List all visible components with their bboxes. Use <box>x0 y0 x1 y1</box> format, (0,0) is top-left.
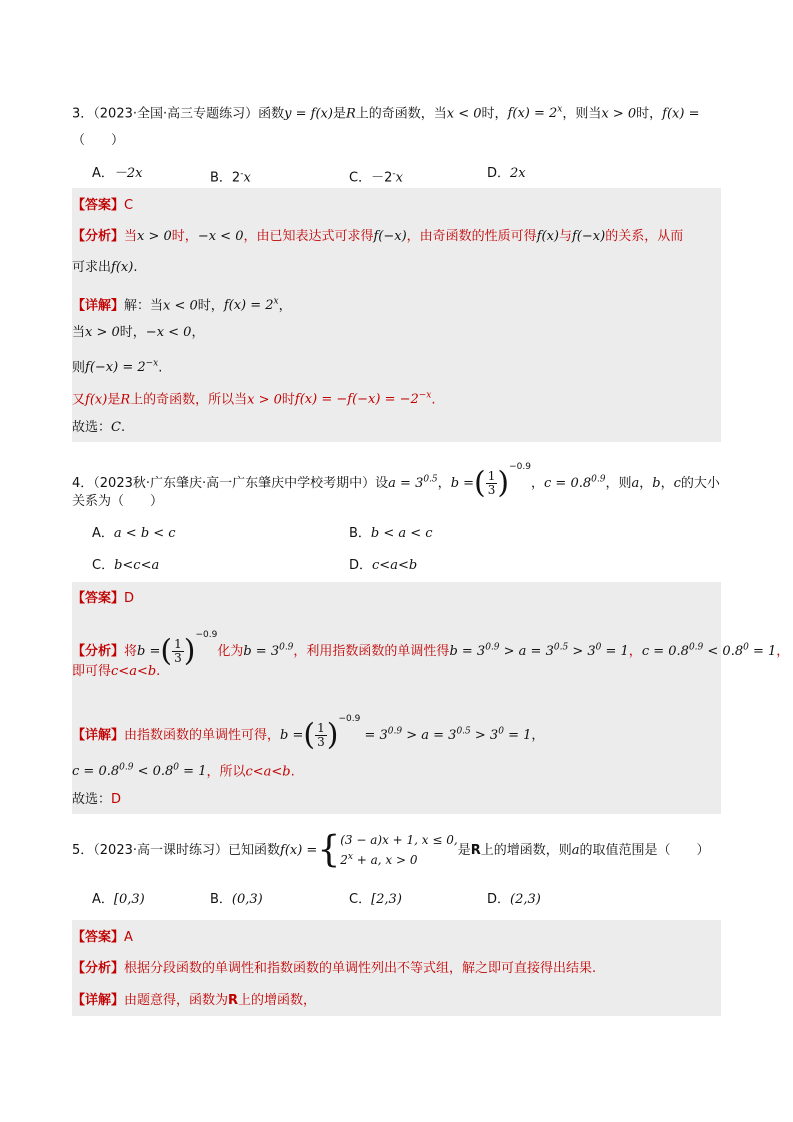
q4-fraction: $\frac{1}{3}$ <box>487 469 496 497</box>
q4-option-b: B．b < a < c <box>349 526 433 541</box>
q3-choice: 故选：C. <box>72 420 126 435</box>
q3-math: x < 0 <box>446 106 482 122</box>
q3-detail-line1: 【详解】解：当x < 0时，$f(x) = 2^x$， <box>72 297 292 314</box>
q3-stem-text: 函数 <box>258 106 285 122</box>
q5-piecewise: (3 − a)x + 1, x ≤ 0, $2^x + a$, x > 0 <box>340 833 458 867</box>
q3-option-a: A．－2x <box>92 166 143 181</box>
q3-stem-line1 <box>72 100 699 124</box>
q4-option-a: A．a < b < c <box>92 526 176 541</box>
q3-analysis-line2: 可求出f(x). <box>72 260 138 275</box>
q4-number: 4． <box>72 476 94 491</box>
q4-option-c: C．b<c<a <box>92 558 160 573</box>
q3-analysis-line1: 【分析】当x > 0时，−x < 0，由已知表达式可求得f(−x)，由奇函数的性质可得f(x)与f(−x)的关系，从而 <box>72 229 684 244</box>
q3-detail-line4: 又f(x)是R上的奇函数，所以当x > 0时$f(x) = -f(-x) = -2^{-x}$. <box>72 391 436 408</box>
q3-stem-text: 时， <box>636 106 663 122</box>
q3-math: f(x) = <box>662 106 700 122</box>
q5-number: 5． <box>72 843 94 858</box>
q4-analysis-line1: 【分析】将b =( $\frac{1}{3}$ )$^{-0.9}$化为$b = 3^{0.9}$，利用指数函数的单调性得$b = 3^{0.9} > a = 3^{0.5} > 3^0 = 1$，$c = 0.8^{0.9} < 0.8^0 = 1$， <box>72 630 790 669</box>
q3-stem-text: ，则当 <box>562 106 602 122</box>
q4-analysis-fraction: $\frac{1}{3}$ <box>174 637 182 665</box>
q4-option-d: D．c<a<b <box>349 558 418 573</box>
q5-analysis: 【分析】根据分段函数的单调性和指数函数的单调性列出不等式组，解之即可直接得出结果. <box>72 961 597 976</box>
q4-detail-line1: 【详解】由指数函数的单调性可得，b =( $\frac{1}{3}$ )$^{-0.9} = 3^{0.9} > a = 3^{0.5} > 3^0 = 1$， <box>72 714 545 753</box>
q4-detail-line2: $c = 0.8^{0.9} < 0.8^0 = 1$，所以c<a<b. <box>72 763 295 780</box>
q4-stem-line2: 关系为（ ） <box>72 494 164 509</box>
q3-option-d: D．2x <box>487 166 526 181</box>
q5-option-a: A．[0,3) <box>92 892 145 907</box>
q3-option-c: C．－2-x <box>349 169 403 186</box>
q5-answer: 【答案】A <box>72 930 133 945</box>
q4-analysis-line2: 即可得c<a<b. <box>72 664 161 679</box>
q4-detail-fraction: $\frac{1}{3}$ <box>317 721 325 749</box>
q5-source: （2023·高一课时练习） <box>93 843 228 858</box>
q5-option-d: D．(2,3) <box>487 892 541 907</box>
q3-stem-text: 上的奇函数，当 <box>355 106 447 122</box>
q3-stem-text: 是 <box>332 106 346 122</box>
q5-option-c: C．[2,3) <box>349 892 402 907</box>
q3-math: x > 0 <box>601 106 637 122</box>
q4-answer: 【答案】D <box>72 591 135 606</box>
q3-math: $f(x) = 2^x$ <box>507 105 563 122</box>
q4-stem-line1: 4．（2023秋·广东肇庆·高一广东肇庆中学校考期中）设$a = 3^{0.5}$，b =( $\frac{1}{3}$ )$^{-0.9}$，$c = 0.8^{0.9}$，则a，b，c的大小 <box>72 462 720 501</box>
q3-stem-text: 时， <box>481 106 508 122</box>
q3-option-b: B．2-x <box>210 169 251 186</box>
q3-math: y = f(x) <box>284 106 333 122</box>
q3-detail-line2: 当x > 0时，−x < 0， <box>72 325 205 340</box>
q4-source: （2023秋·广东肇庆·高一广东肇庆中学校考期中） <box>93 476 376 491</box>
q3-answer: 【答案】C <box>72 198 134 213</box>
q3-detail-line3: 则$f(-x) = 2^{-x}$. <box>72 359 163 376</box>
q5-detail: 【详解】由题意得，函数为R上的增函数， <box>72 993 317 1008</box>
q4-choice: 故选：D <box>72 792 122 807</box>
q5-stem: 5．（2023·高一课时练习）已知函数f(x) ={ (3 − a)x + 1, x ≤ 0, $2^x + a$, x > 0 是R上的增函数，则a的取值范围是（ ） <box>72 829 710 871</box>
q3-source: （2023·全国·高三专题练习） <box>93 106 259 122</box>
q3-math: R <box>345 106 356 122</box>
q3-blank: （ ） <box>72 133 125 148</box>
q5-option-b: B．(0,3) <box>210 892 263 907</box>
q3-number: 3． <box>72 106 94 122</box>
